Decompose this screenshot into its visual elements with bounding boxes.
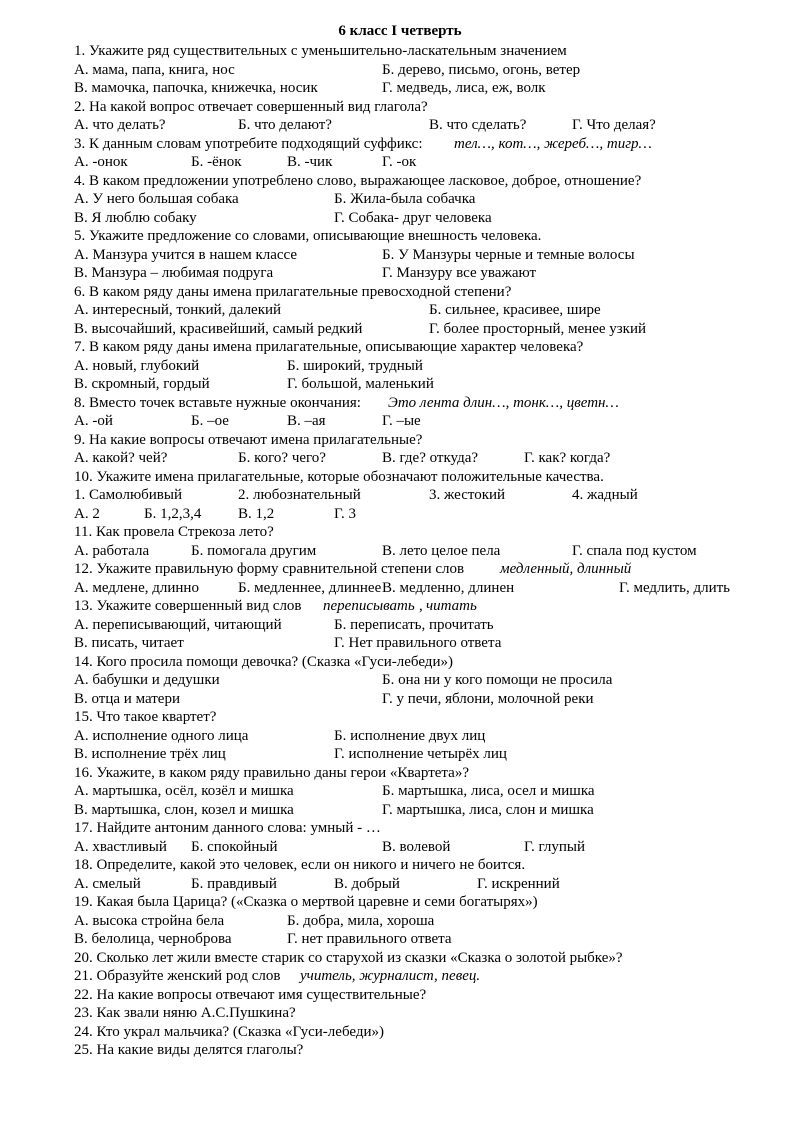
text-line	[74, 727, 774, 746]
answer-option: Г. глупый	[524, 838, 585, 855]
text-line	[74, 227, 774, 246]
line-text: 23. Как звали няню А.С.Пушкина?	[74, 1005, 296, 1021]
answer-option: Б. переписать, прочитать	[334, 616, 494, 633]
line-text: А. работала	[74, 542, 150, 559]
line-text: 1. Самолюбивый	[74, 487, 182, 503]
answer-option: Б. помогала другим	[191, 542, 317, 559]
text-line	[74, 301, 774, 320]
text-line	[74, 708, 774, 727]
answer-option: Б. она ни у кого помощи не просила	[382, 672, 613, 688]
line-text: В. белолица, черноброва	[74, 931, 232, 947]
line-text: 8. Вместо точек вставьте нужные окончания:	[74, 394, 361, 411]
answer-option: ,	[419, 598, 423, 614]
line-text: 7. В каком ряду даны имена прилагательные, описывающие характер человека?	[74, 339, 584, 355]
text-line	[74, 912, 774, 931]
text-line	[74, 616, 774, 635]
answer-option: Б. –ое	[191, 413, 229, 429]
answer-option: Г. медведь, лиса, еж, волк	[382, 80, 546, 96]
answer-option: 4. жадный	[572, 487, 638, 503]
line-text: 17. Найдите антоним данного слова: умный - …	[74, 820, 381, 836]
answer-option: Г. исполнение четырёх лиц	[334, 746, 507, 762]
line-text: 4. В каком предложении употреблено слово, выражающее ласковое, доброе, отношение?	[74, 172, 642, 189]
line-text: 20. Сколько лет жили вместе старик со старухой из сказки «Сказка о золотой рыбке»?	[74, 949, 623, 966]
test-questions	[74, 42, 774, 1060]
answer-option: Г. Собака- друг человека	[334, 209, 492, 226]
text-line	[74, 116, 774, 135]
text-line	[74, 42, 774, 61]
text-line	[74, 190, 774, 209]
answer-option: В. где? откуда?	[382, 450, 479, 466]
line-text: 18. Определите, какой это человек, если он никого и ничего не боится.	[74, 857, 526, 873]
text-line	[74, 690, 774, 709]
answer-option: Б. 1,2,3,4	[144, 505, 202, 522]
line-text: 25. На какие виды делятся глаголы?	[74, 1042, 304, 1058]
answer-option: Б. мартышка, лиса, осел и мишка	[382, 783, 595, 799]
answer-option: переписывать	[323, 598, 415, 614]
answer-option: Г. у печи, яблони, молочной реки	[382, 690, 594, 707]
text-line	[74, 486, 774, 505]
answer-option: медленный, длинный	[500, 561, 632, 577]
line-text: 11. Как провела Стрекоза лето?	[74, 524, 274, 540]
text-line	[74, 1023, 774, 1042]
line-text: А. бабушки и дедушки	[74, 672, 220, 688]
text-line	[74, 431, 774, 450]
answer-option: В. медленно, длинен	[382, 579, 515, 596]
answer-option: учитель, журналист, певец.	[300, 968, 481, 984]
line-text: 15. Что такое квартет?	[74, 709, 217, 725]
text-line	[74, 801, 774, 820]
line-text: 14. Кого просила помощи девочка? (Сказка «Гуси-лебеди»)	[74, 653, 453, 670]
text-line	[74, 764, 774, 783]
line-text: В. мамочка, папочка, книжечка, носик	[74, 80, 318, 96]
line-text: 2. На какой вопрос отвечает совершенный вид глагола?	[74, 98, 428, 115]
line-text: А. хвастливый	[74, 838, 167, 855]
text-line	[74, 209, 774, 228]
page-title: 6 класс I четверть	[338, 23, 462, 39]
text-line	[74, 819, 774, 838]
line-text: А. переписывающий, читающий	[74, 616, 282, 633]
answer-option: Г. мартышка, лиса, слон и мишка	[382, 801, 594, 818]
text-line	[74, 634, 774, 653]
text-line	[74, 357, 774, 376]
line-text: 16. Укажите, в каком ряду правильно даны герои «Квартета»?	[74, 764, 469, 781]
answer-option: В. 1,2	[238, 505, 275, 522]
answer-option: Г. Манзуру все уважают	[382, 265, 537, 281]
answer-option: Б. У Манзуры черные и темные волосы	[382, 246, 635, 263]
line-text: А. мама, папа, книга, нос	[74, 61, 235, 78]
line-text: В. Я люблю собаку	[74, 209, 197, 226]
text-line	[74, 930, 774, 949]
answer-option: тел…, кот…, жереб…, тигр…	[454, 135, 652, 152]
text-line	[74, 597, 774, 616]
line-text: В. мартышка, слон, козел и мишка	[74, 801, 294, 818]
answer-option: Г. спала под кустом	[572, 542, 697, 559]
answer-option: В. -чик	[287, 154, 333, 170]
answer-option: Г. -ок	[382, 154, 417, 170]
line-text: А. высока стройна бела	[74, 912, 225, 929]
answer-option: Г. 3	[334, 505, 356, 522]
answer-option: читать	[426, 598, 477, 614]
answer-option: В. –ая	[287, 413, 326, 429]
text-line	[74, 949, 774, 968]
answer-option: Б. добра, мила, хороша	[287, 912, 435, 929]
line-text: А. какой? чей?	[74, 450, 168, 466]
line-text: В. высочайший, красивейший, самый редкий	[74, 320, 363, 337]
line-text: А. -онок	[74, 154, 128, 170]
answer-option: 3. жестокий	[429, 487, 506, 503]
answer-option: В. лето целое пела	[382, 542, 501, 559]
answer-option: Б. кого? чего?	[238, 450, 326, 466]
text-line	[74, 246, 774, 265]
line-text: А. что делать?	[74, 117, 166, 133]
line-text: В. писать, читает	[74, 635, 184, 651]
line-text: 24. Кто украл мальчика? (Сказка «Гуси-лебеди»)	[74, 1023, 384, 1040]
answer-option: Б. широкий, трудный	[287, 357, 423, 374]
text-line	[74, 523, 774, 542]
answer-option: Б. дерево, письмо, огонь, ветер	[382, 61, 581, 78]
line-text: 9. На какие вопросы отвечают имена прилагательные?	[74, 431, 423, 448]
text-line	[74, 967, 774, 986]
text-line	[74, 745, 774, 764]
answer-option: Б. -ёнок	[191, 154, 242, 170]
answer-option: Г. –ые	[382, 413, 421, 429]
line-text: А. смелый	[74, 875, 141, 892]
answer-option: 2. любознательный	[238, 487, 361, 503]
line-text: А. новый, глубокий	[74, 357, 200, 374]
answer-option: Г. как? когда?	[524, 450, 611, 466]
line-text: 22. На какие вопросы отвечают имя существительные?	[74, 986, 427, 1003]
line-text: 6. В каком ряду даны имена прилагательные превосходной степени?	[74, 283, 512, 300]
answer-option: В. волевой	[382, 838, 451, 855]
answer-option: Это лента длин…, тонк…, цветн…	[388, 394, 619, 411]
line-text: А. мартышка, осёл, козёл и мишка	[74, 783, 294, 799]
text-line	[74, 468, 774, 487]
text-line	[74, 412, 774, 431]
line-text: В. Манзура – любимая подруга	[74, 265, 274, 281]
line-text: В. скромный, гордый	[74, 376, 210, 392]
text-line	[74, 838, 774, 857]
text-line	[74, 338, 774, 357]
text-line	[74, 283, 774, 302]
text-line	[74, 875, 774, 894]
text-line	[74, 671, 774, 690]
text-line	[74, 893, 774, 912]
text-line	[74, 782, 774, 801]
answer-option: Б. что делают?	[238, 117, 332, 133]
line-text: А. Манзура учится в нашем классе	[74, 246, 298, 263]
text-line	[74, 1004, 774, 1023]
answer-option: Г. Нет правильного ответа	[334, 635, 502, 651]
text-line	[74, 560, 774, 579]
text-line	[74, 542, 774, 561]
text-line	[74, 135, 774, 154]
answer-option: Г. медлить, длить	[619, 579, 731, 596]
text-line	[74, 505, 774, 524]
line-text: А. интересный, тонкий, далекий	[74, 302, 282, 318]
answer-option: Г. большой, маленький	[287, 376, 434, 392]
text-line	[74, 986, 774, 1005]
text-line	[74, 579, 774, 598]
line-text: 21. Образуйте женский род слов	[74, 968, 281, 984]
answer-option: Б. правдивый	[191, 875, 277, 892]
line-text: 5. Укажите предложение со словами, описывающие внешность человека.	[74, 228, 542, 244]
answer-option: Г. нет правильного ответа	[287, 931, 452, 947]
text-line	[74, 61, 774, 80]
line-text: 1. Укажите ряд существительных с уменьшительно-ласкательным значением	[74, 43, 567, 59]
text-line	[74, 375, 774, 394]
line-text: А. -ой	[74, 413, 113, 429]
line-text: 3. К данным словам употребите подходящий суффикс:	[74, 135, 423, 152]
line-text: А. У него большая собака	[74, 191, 239, 207]
answer-option: Г. более просторный, менее узкий	[429, 320, 647, 337]
answer-option: Б. исполнение двух лиц	[334, 727, 486, 744]
text-line	[74, 320, 774, 339]
answer-option: Г. Что делая?	[572, 117, 656, 133]
text-line	[74, 98, 774, 117]
answer-option: Б. Жила-была собачка	[334, 191, 476, 207]
answer-option: Б. медленнее, длиннее	[238, 579, 382, 596]
line-text: А. медлене, длинно	[74, 579, 199, 596]
text-line	[74, 1041, 774, 1060]
text-line	[74, 394, 774, 413]
answer-option: В. что сделать?	[429, 117, 527, 133]
text-line	[74, 172, 774, 191]
line-text: 19. Какая была Царица? («Сказка о мертвой царевне и семи богатырях»)	[74, 894, 538, 910]
text-line	[74, 449, 774, 468]
answer-option: Б. сильнее, красивее, шире	[429, 302, 601, 318]
text-line	[74, 153, 774, 172]
line-text: В. отца и матери	[74, 690, 180, 707]
text-line	[74, 653, 774, 672]
line-text: А. 2	[74, 505, 100, 522]
line-text: 10. Укажите имена прилагательные, которые обозначают положительные качества.	[74, 468, 604, 485]
answer-option: Б. спокойный	[191, 838, 278, 855]
line-text: В. исполнение трёх лиц	[74, 746, 226, 762]
line-text: 13. Укажите совершенный вид слов	[74, 598, 302, 614]
text-line	[74, 856, 774, 875]
text-line	[74, 264, 774, 283]
text-line	[74, 79, 774, 98]
answer-option: Г. искренний	[477, 875, 560, 892]
answer-option: В. добрый	[334, 875, 400, 892]
line-text: А. исполнение одного лица	[74, 727, 249, 744]
line-text: 12. Укажите правильную форму сравнительной степени слов	[74, 561, 465, 577]
